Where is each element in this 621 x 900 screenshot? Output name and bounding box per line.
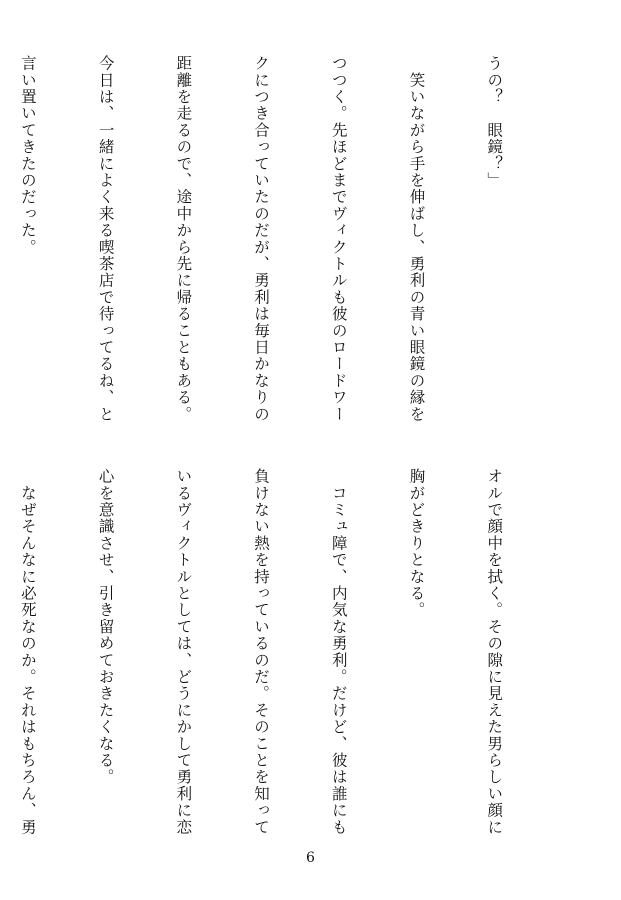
text-column: 距離を走るので、途中から先に帰ることもある。 (174, 55, 193, 423)
text-column: うの？ 眼鏡？」 (485, 55, 504, 189)
page-number: 6 (306, 850, 315, 866)
text-column: 負けない熱を持っているのだ。そのことを知って (252, 468, 271, 836)
text-column: クにつき合っていたのだが、勇利は毎日かなりの (252, 55, 271, 423)
text-column: 胸がどきりとなる。 (407, 468, 426, 619)
text-column: コミュ障で、内気な勇利。だけど、彼は誰にも (329, 468, 348, 836)
text-column: 言い置いてきたのだった。 (18, 55, 37, 256)
text-block-bottom (18, 468, 558, 838)
text-block-top (18, 55, 558, 433)
text-column: 今日は、一緒によく来る喫茶店で待ってるね、と (96, 55, 115, 423)
text-column: つつく。先ほどまでヴィクトルも彼のロードワー (329, 55, 348, 423)
text-column: 心を意識させ、引き留めておきたくなる。 (96, 468, 115, 786)
text-column: なぜそんなに必死なのか。それはもちろん、勇 (18, 468, 37, 836)
text-column: オルで顔中を拭く。その隙に見えた男らしい顔に (485, 468, 504, 836)
text-column: 笑いながら手を伸ばし、勇利の青い眼鏡の縁を (407, 55, 426, 423)
text-column: いるヴィクトルとしては、どうにかして勇利に恋 (174, 468, 193, 836)
